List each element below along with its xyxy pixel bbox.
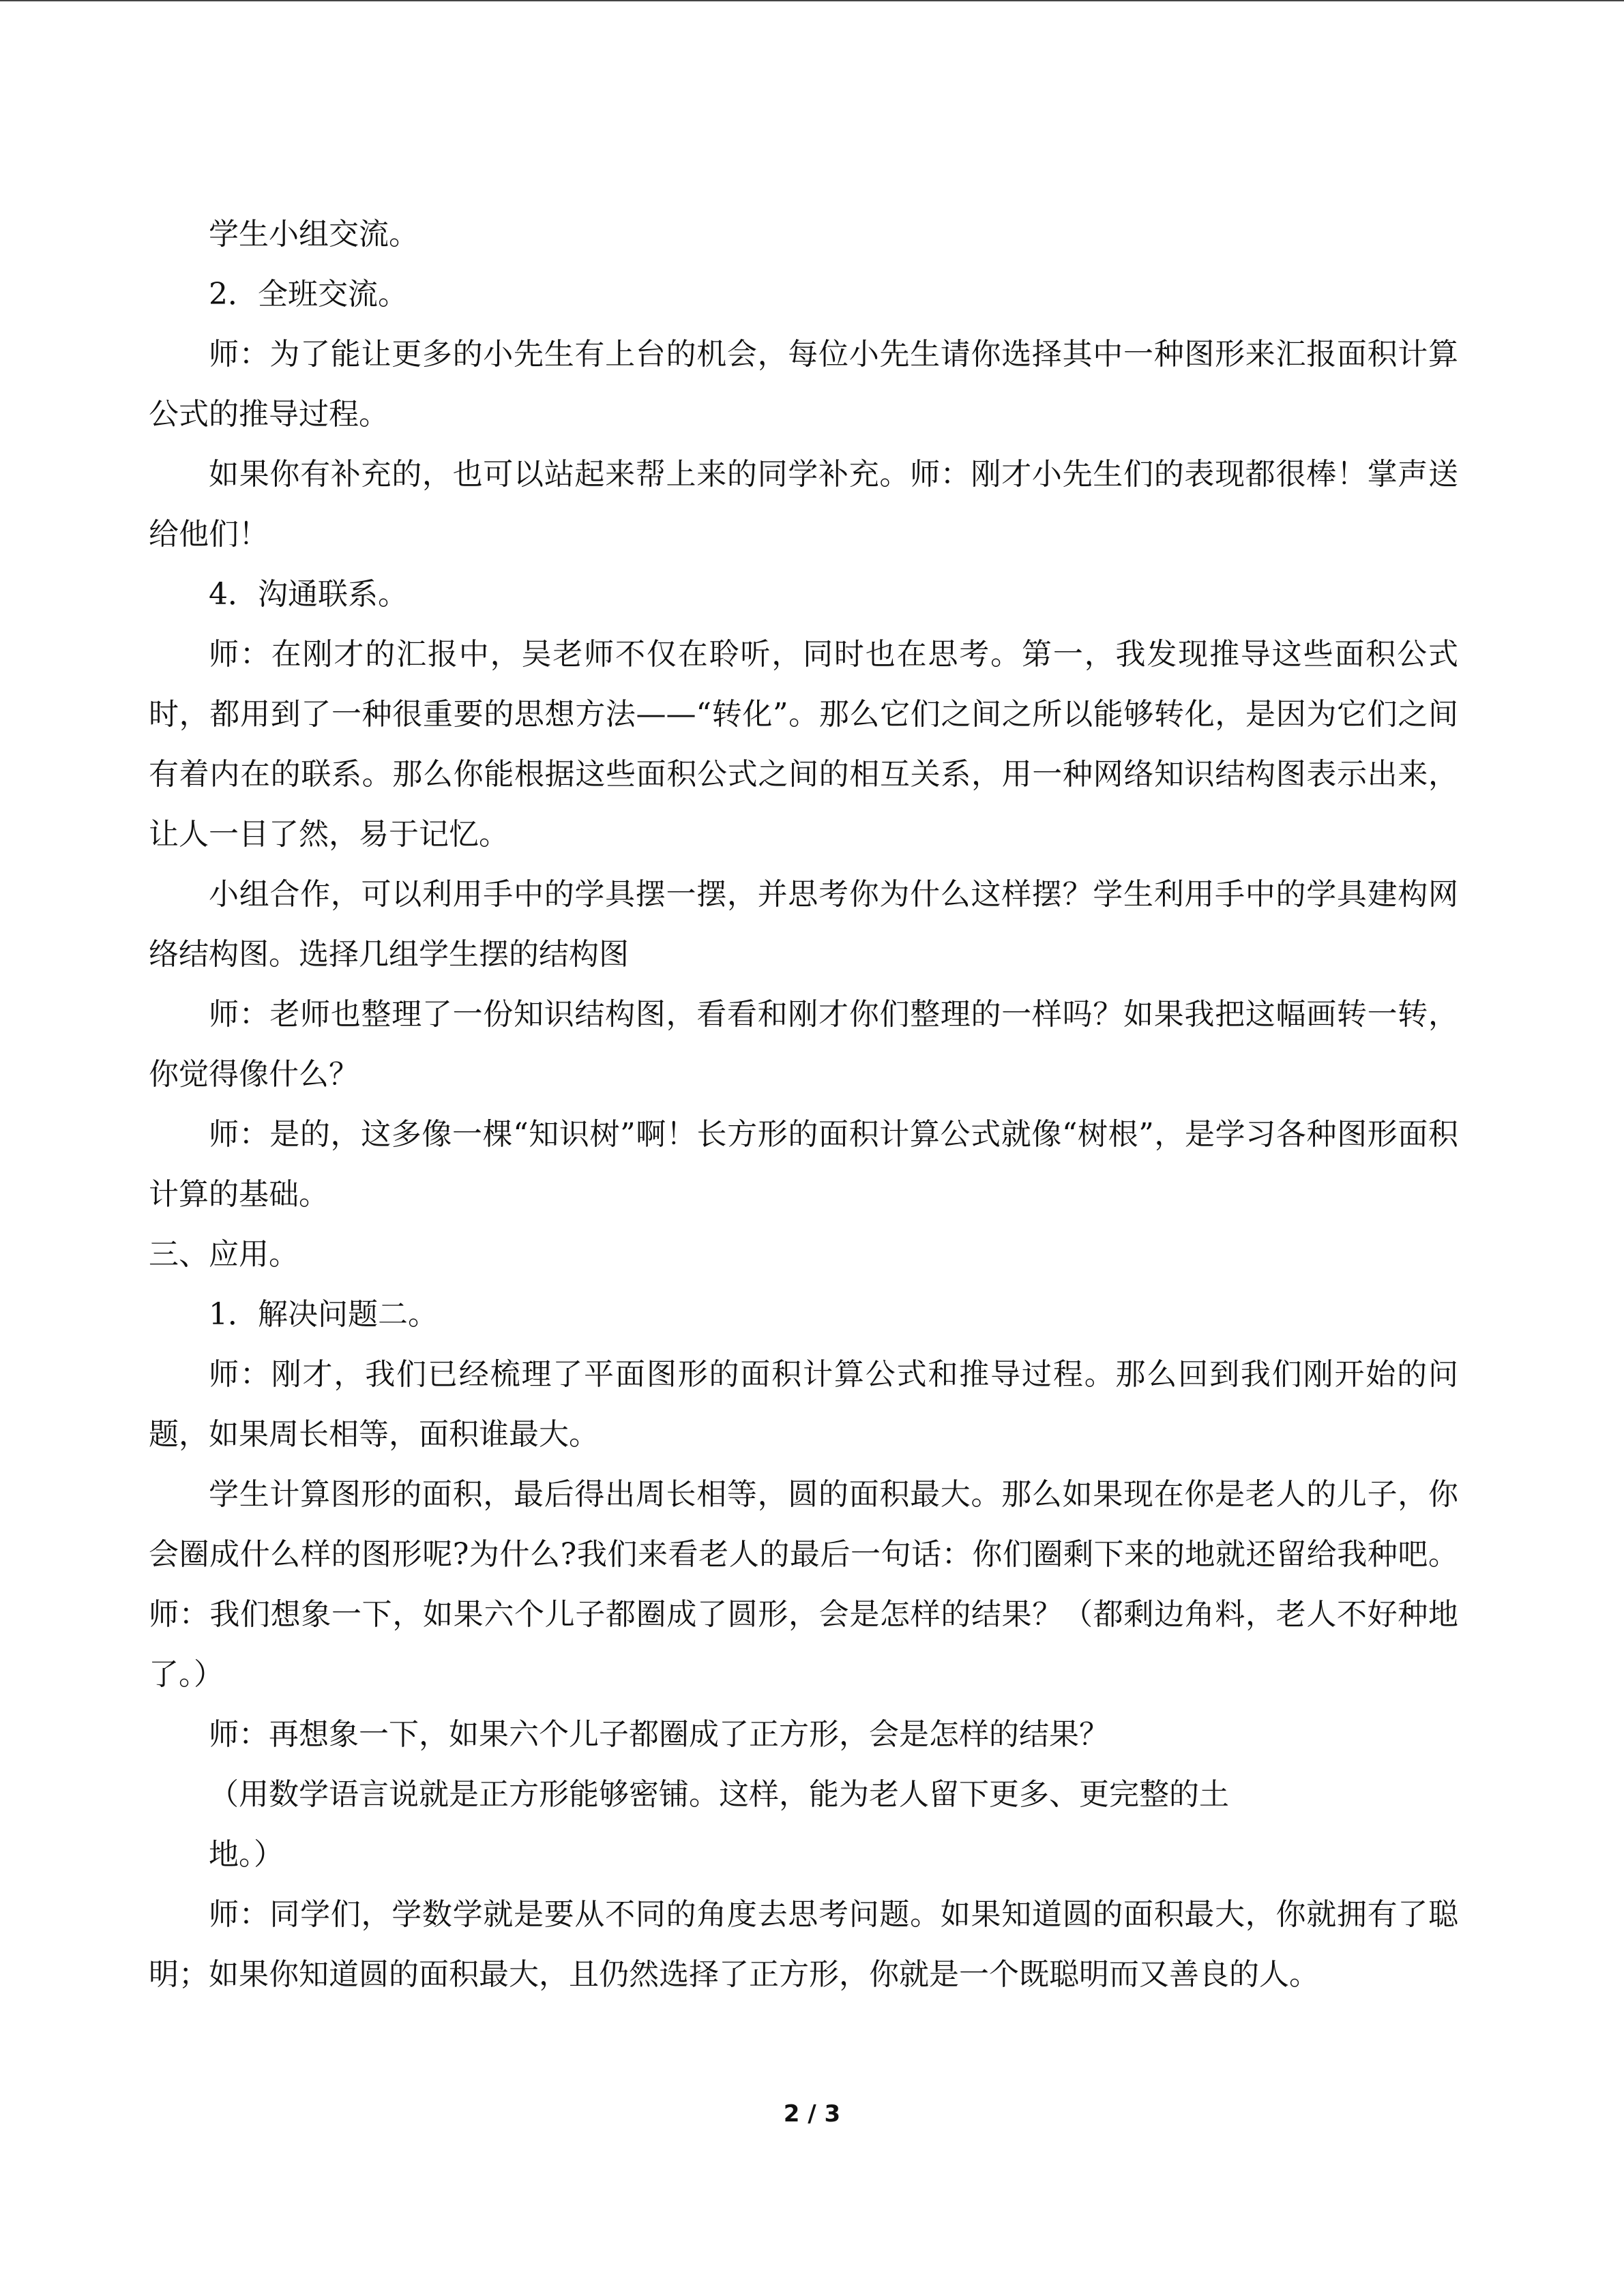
paragraph: 1．解决问题二。 xyxy=(209,1297,438,1332)
paragraph: 师：在刚才的汇报中，吴老师不仅在聆听，同时也在思考。第一，我发现推导这些面积公式时，都用到了一种很重要的思想方法——“转化”。那么它们之间之所以能够转化，是因为它们之间有着内在的联系。那么你能根据这些面积公式之间的相互关系，用一种网络知识结构图表示出来，让人一目了然，易于记忆。 xyxy=(149,637,1458,852)
paragraph: 师：为了能让更多的小先生有上台的机会，每位小先生请你选择其中一种图形来汇报面积计算公式的推导过程。 xyxy=(149,337,1458,432)
document-body xyxy=(149,205,1458,2005)
paragraph: 师：同学们，学数学就是要从不同的角度去思考问题。如果知道圆的面积最大，你就拥有了聪明；如果你知道圆的面积最大，且仍然选择了正方形，你就是一个既聪明而又善良的人。 xyxy=(149,1897,1458,1992)
paragraph: 如果你有补充的，也可以站起来帮上来的同学补充。师：刚才小先生们的表现都很棒！掌声送给他们！ xyxy=(149,457,1458,552)
paragraph: 学生小组交流。 xyxy=(209,217,419,252)
paragraph: 师：老师也整理了一份知识结构图，看看和刚才你们整理的一样吗？如果我把这幅画转一转，你觉得像什么？ xyxy=(149,997,1458,1092)
paragraph: 师：再想象一下，如果六个儿子都圈成了正方形，会是怎样的结果？ xyxy=(209,1717,1109,1752)
paragraph: 2．全班交流。 xyxy=(209,277,408,312)
paragraph: 师：是的，这多像一棵“知识树”啊！长方形的面积计算公式就像“树根”，是学习各种图形面积计算的基础。 xyxy=(149,1117,1458,1212)
section-heading: 三、应用。 xyxy=(149,1237,299,1272)
paragraph: （用数学语言说就是正方形能够密铺。这样，能为老人留下更多、更完整的土 xyxy=(209,1777,1229,1812)
paragraph: 小组合作，可以利用手中的学具摆一摆，并思考你为什么这样摆？学生利用手中的学具建构网络结构图。选择几组学生摆的结构图 xyxy=(149,877,1458,972)
top-border-line xyxy=(0,0,1624,1)
paragraph: 4．沟通联系。 xyxy=(209,577,408,612)
paragraph: 地。） xyxy=(209,1837,284,1872)
paragraph: 学生计算图形的面积，最后得出周长相等，圆的面积最大。那么如果现在你是老人的儿子，你会圈成什么样的图形呢?为什么?我们来看老人的最后一句话：你们圈剩下来的地就还留给我种吧。师：我们想象一下，如果六个儿子都圈成了圆形，会是怎样的结果？（都剩边角料，老人不好种地了。） xyxy=(149,1477,1458,1692)
page-number: 2 / 3 xyxy=(783,2100,841,2128)
paragraph: 师：刚才，我们已经梳理了平面图形的面积计算公式和推导过程。那么回到我们刚开始的问题，如果周长相等，面积谁最大。 xyxy=(149,1357,1458,1452)
